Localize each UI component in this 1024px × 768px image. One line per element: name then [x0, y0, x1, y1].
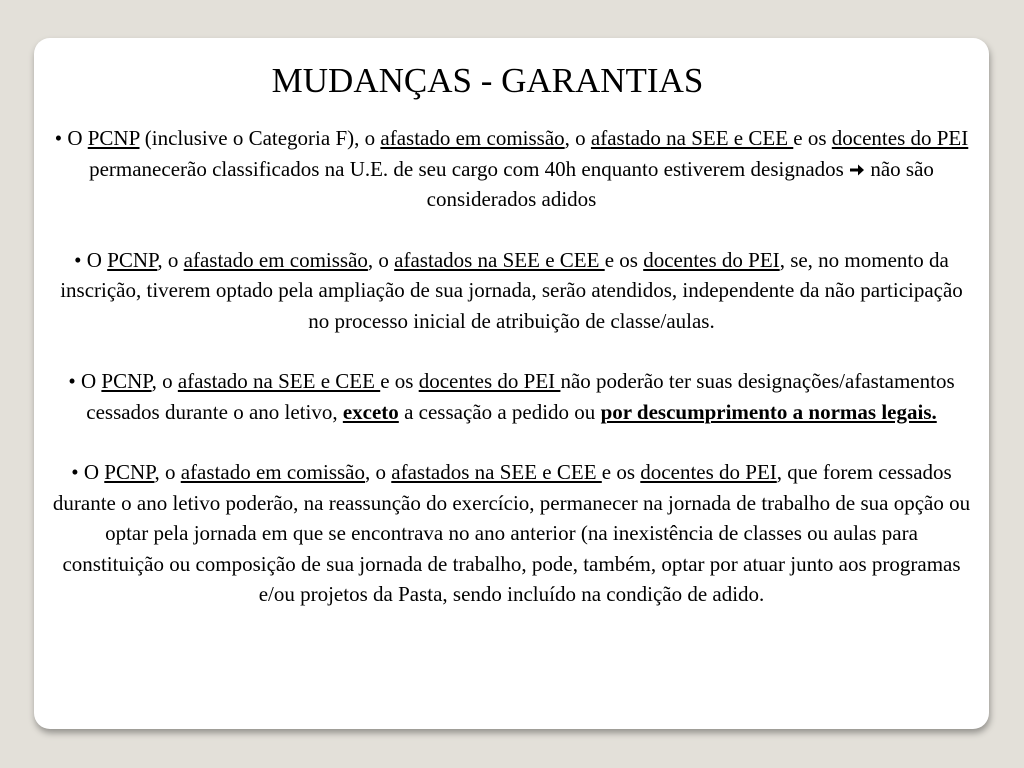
p3-text-4: não poderão ter suas designações/afastamentos cessados durante o ano letivo,	[86, 369, 955, 424]
p4-text-1: • O	[71, 460, 105, 484]
slide-title: MUDANÇAS - GARANTIAS	[271, 61, 704, 100]
slide-card	[34, 38, 989, 729]
paragraph-1	[52, 123, 971, 215]
p1-term-afastado-comissao: afastado em comissão	[380, 126, 565, 150]
p4-term-docentes-pei: docentes do PEI	[640, 460, 777, 484]
paragraph-2	[52, 245, 971, 337]
p2-text-1: • O	[74, 247, 108, 272]
p3-term-afastado-see-cee: afastado na SEE e CEE	[177, 369, 381, 393]
p3-emphasis-exceto: exceto	[342, 399, 399, 424]
paragraph-4	[52, 457, 971, 610]
p3-term-pcnp: PCNP	[101, 369, 152, 393]
p3-emphasis-normas-legais: por descumprimento a normas legais.	[600, 399, 937, 424]
p1-text-6: não são considerados adidos	[426, 156, 934, 211]
p1-text-2: (inclusive o Categoria F), o	[139, 126, 381, 150]
p2-text-3: , o	[367, 247, 395, 272]
p1-text-3: , o	[564, 126, 591, 150]
p4-text-3: , o	[365, 460, 392, 484]
p2-term-afastado-comissao: afastado em comissão	[183, 247, 368, 272]
p3-term-docentes-pei: docentes do PEI	[418, 369, 561, 393]
p2-term-afastados-see-cee: afastados na SEE e CEE	[394, 247, 605, 272]
p1-text-5: permanecerão classificados na U.E. de seu cargo com 40h enquanto estiverem designados	[89, 156, 850, 181]
p4-term-afastados-see-cee: afastados na SEE e CEE	[391, 460, 602, 484]
p2-text-4: e os	[604, 247, 644, 272]
p2-text-5: , se, no momento da inscrição, tiverem optado pela ampliação de sua jornada, serão atendidos, independente da não participação no processo inicial de atribuição de classe/aulas.	[60, 247, 963, 333]
paragraph-3	[52, 366, 971, 427]
p3-text-3: e os	[380, 369, 419, 393]
p1-text-1: • O	[54, 126, 88, 150]
p4-text-2: , o	[154, 460, 181, 484]
p4-term-afastado-comissao: afastado em comissão	[180, 460, 366, 484]
p2-text-2: , o	[157, 247, 184, 272]
p2-term-docentes-pei: docentes do PEI	[643, 247, 780, 272]
p1-term-pcnp: PCNP	[87, 126, 140, 150]
p3-text-5: a cessação a pedido ou	[398, 399, 601, 424]
p1-text-4: e os	[793, 126, 832, 150]
p3-text-1: • O	[68, 369, 102, 393]
p3-text-2: , o	[151, 369, 178, 393]
p1-term-afastado-see-cee: afastado na SEE e CEE	[590, 126, 794, 150]
p4-term-pcnp: PCNP	[104, 460, 155, 484]
p2-term-pcnp: PCNP	[107, 247, 158, 272]
p4-text-5: , que forem cessados durante o ano letivo poderão, na reassunção do exercício, permanecer na jornada de trabalho de sua opção ou optar pela jornada em que se encontrava no ano anterior (na inexistência de classes ou aulas para constituição ou composição de sua jornada de trabalho, pode, também, optar por atuar junto aos programas e/ou projetos da Pasta, sendo incluído na condição de adido.	[52, 460, 971, 606]
right-arrow-icon	[849, 163, 865, 177]
p1-term-docentes-pei: docentes do PEI	[831, 126, 969, 150]
p4-text-4: e os	[601, 460, 641, 484]
